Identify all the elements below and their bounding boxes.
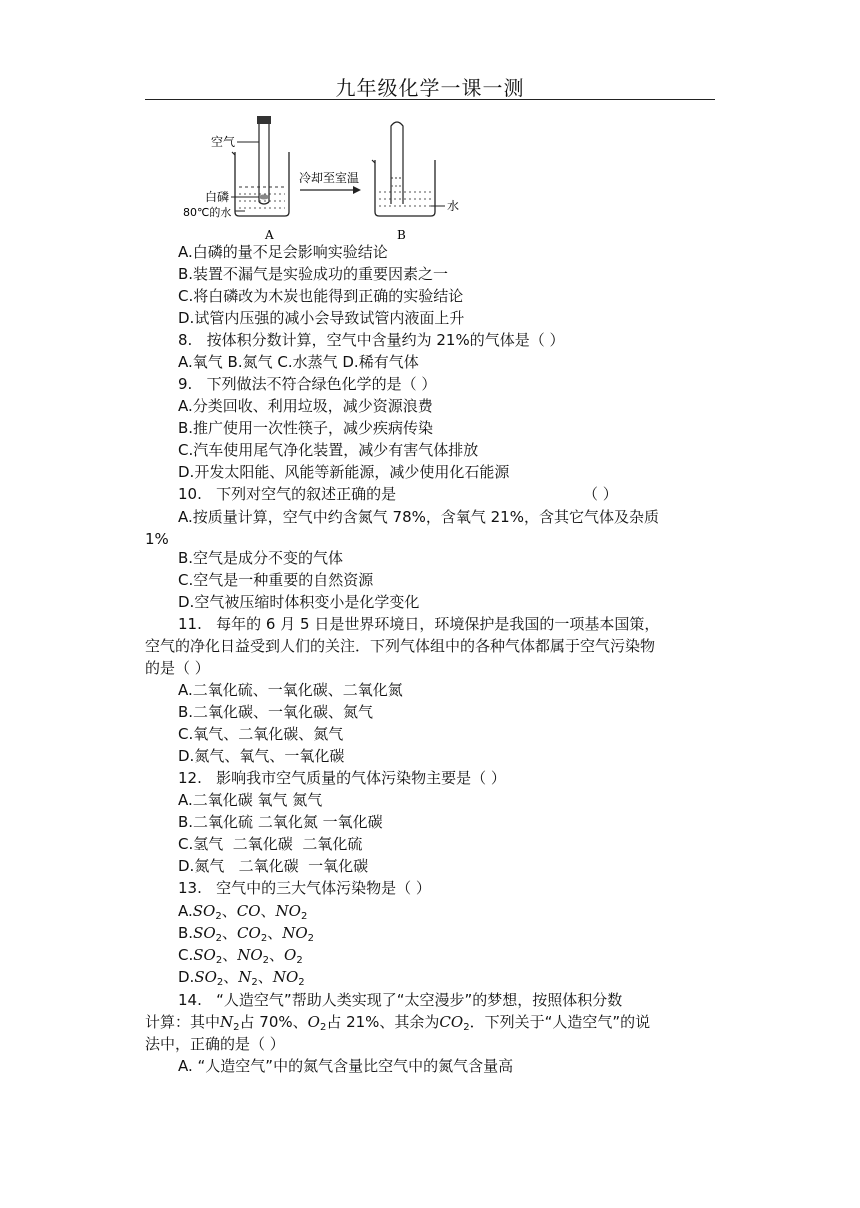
q11-option-c: C.氧气、二氧化碳、氮气 bbox=[178, 725, 344, 743]
q14-option-a: A. “人造空气”中的氮气含量比空气中的氮气含量高 bbox=[178, 1057, 514, 1075]
q10-option-a: A.按质量计算，空气中约含氮气 78%，含氧气 21%，含其它气体及杂质 bbox=[178, 508, 659, 526]
label-water-80: 80℃的水 bbox=[183, 206, 232, 219]
page-title: 九年级化学一课一测 bbox=[335, 76, 525, 100]
label-water: 水 bbox=[447, 199, 460, 213]
q12-option-c: C.氢气 二氧化碳 二氧化硫 bbox=[178, 835, 363, 853]
q11-stem-line2: 空气的净化日益受到人们的关注．下列气体组中的各种气体都属于空气污染物 bbox=[145, 637, 656, 655]
experiment-figure bbox=[175, 112, 475, 247]
q10-option-a-cont: 1% bbox=[145, 530, 169, 548]
label-b: B bbox=[397, 228, 406, 242]
q10-option-c: C.空气是一种重要的自然资源 bbox=[178, 571, 374, 589]
q8-options: A.氧气 B.氮气 C.水蒸气 D.稀有气体 bbox=[178, 353, 419, 371]
label-a: A bbox=[265, 228, 274, 242]
q11-option-b: B.二氧化碳、一氧化碳、氮气 bbox=[178, 703, 374, 721]
q13-option-b: $B.SO_2$、$CO_2$、$NO_2$ bbox=[178, 924, 315, 944]
q13-stem: 13. 空气中的三大气体污染物是（ ） bbox=[178, 879, 431, 897]
q9-option-c: C.汽车使用尾气净化装置，减少有害气体排放 bbox=[178, 441, 479, 459]
q10-blank: （ ） bbox=[583, 485, 618, 503]
q12-option-a: A.二氧化碳 氧气 氮气 bbox=[178, 791, 323, 809]
q13-option-a: $A.SO_2$、CO、$NO_2$ bbox=[178, 902, 308, 922]
q11-stem-line1: 11. 每年的 6 月 5 日是世界环境日，环境保护是我国的一项基本国策， bbox=[178, 615, 660, 633]
q10-option-d: D.空气被压缩时体积变小是化学变化 bbox=[178, 593, 420, 611]
q7-option-a: A.白磷的量不足会影响实验结论 bbox=[178, 243, 388, 261]
label-cool: 冷却至室温 bbox=[299, 171, 360, 185]
q14-stem-line2: 计算：其中$N_2$占 70%、$O_2$占 21%、其余为$CO_2$．下列关于“人造空气”的说 bbox=[145, 1013, 651, 1033]
q11-option-a: A.二氧化硫、一氧化碳、二氧化氮 bbox=[178, 681, 403, 699]
stopper bbox=[257, 116, 271, 124]
q9-stem: 9. 下列做法不符合绿色化学的是（ ） bbox=[178, 375, 437, 393]
q12-option-d: D.氮气 二氧化碳 一氧化碳 bbox=[178, 857, 369, 875]
q14-stem-line1: 14. “人造空气”帮助人类实现了“太空漫步”的梦想，按照体积分数 bbox=[178, 991, 623, 1009]
q12-stem: 12. 影响我市空气质量的气体污染物主要是（ ） bbox=[178, 769, 506, 787]
q12-option-b: B.二氧化硫 二氧化氮 一氧化碳 bbox=[178, 813, 383, 831]
label-air: 空气 bbox=[211, 135, 236, 149]
q7-option-d: D.试管内压强的减小会导致试管内液面上升 bbox=[178, 309, 465, 327]
beaker-b bbox=[375, 160, 435, 216]
white-phosphorus bbox=[259, 195, 269, 200]
apparatus-diagram bbox=[175, 112, 475, 247]
q7-option-c: C.将白磷改为木炭也能得到正确的实验结论 bbox=[178, 287, 464, 305]
beaker-a bbox=[235, 152, 289, 216]
q14-stem-line3: 法中，正确的是（ ） bbox=[145, 1035, 285, 1053]
q9-option-a: A.分类回收、利用垃圾，减少资源浪费 bbox=[178, 397, 433, 415]
q11-option-d: D.氮气、氧气、一氧化碳 bbox=[178, 747, 345, 765]
q11-stem-line3: 的是（ ） bbox=[145, 659, 210, 677]
q13-option-c: $C.SO_2$、$NO_2$、$O_2$ bbox=[178, 946, 303, 966]
header-rule bbox=[145, 99, 715, 100]
q13-option-d: $D.SO_2$、$N_2$、$NO_2$ bbox=[178, 968, 305, 988]
q8-stem: 8. 按体积分数计算，空气中含量约为 21%的气体是（ ） bbox=[178, 331, 565, 349]
q7-option-b: B.装置不漏气是实验成功的重要因素之一 bbox=[178, 265, 449, 283]
q9-option-b: B.推广使用一次性筷子，减少疾病传染 bbox=[178, 419, 434, 437]
q10-option-b: B.空气是成分不变的气体 bbox=[178, 549, 344, 567]
label-white-phosphorus: 白磷 bbox=[205, 190, 230, 204]
q10-stem: 10. 下列对空气的叙述正确的是 bbox=[178, 485, 397, 503]
q9-option-d: D.开发太阳能、风能等新能源，减少使用化石能源 bbox=[178, 463, 510, 481]
